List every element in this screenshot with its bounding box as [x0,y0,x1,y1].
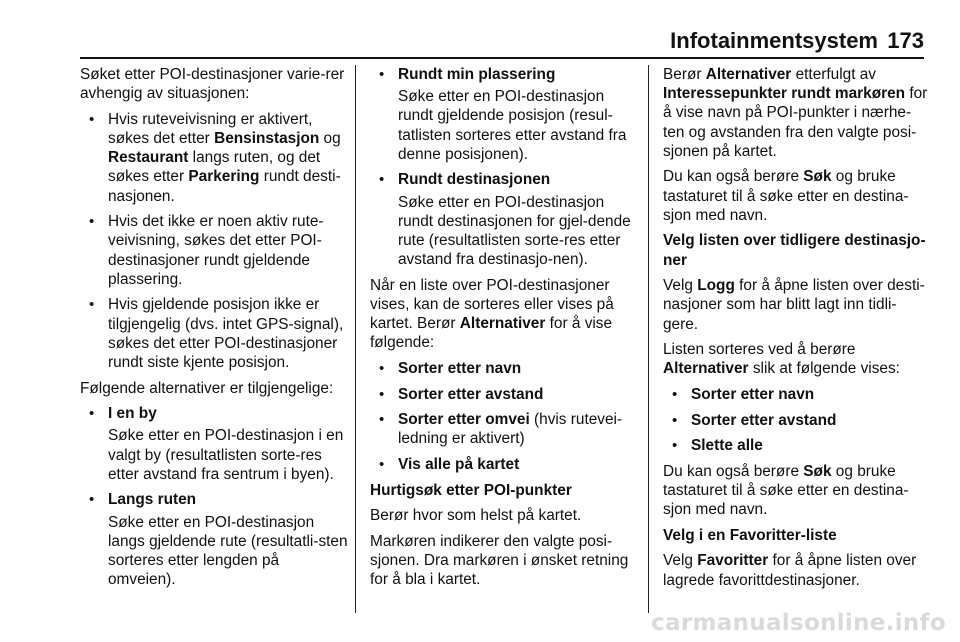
list-item [370,170,636,269]
list-item: • Sorter etter omvei (hvis rutevei-ledning er aktivert) [370,410,636,448]
option-description: Søke etter en POI-destinasjon langs gjeldende rute (resultatli-sten sorteres etter lengden på omveien). [108,513,348,589]
intro-paragraph: Søket etter POI-destinasjoner varie-rer avhengig av situasjonen: [80,66,345,103]
options-intro: Følgende alternativer er tilgjengelige: [80,379,334,397]
search-options-list-cont [370,65,636,269]
list-item [80,404,348,484]
watermark-logo: carmanualsonline.info [651,610,946,636]
paragraph: Listen sorteres ved å berøre Alternativer slik at følgende vises: [663,341,900,378]
column-2 [370,65,636,596]
running-header-title: Infotainmentsystem [670,28,878,53]
section-heading: Velg listen over tidligere destinasjo-ner [663,232,926,269]
paragraph: Velg Logg for å åpne listen over desti-nasjoner som har blitt lagt inn tidli-gere. [663,277,925,333]
option-title: Rundt min plassering [398,66,556,83]
column-divider-1 [355,65,356,613]
option-description: Søke etter en POI-destinasjon rundt destinasjonen for gjel-dende rute (resultatlisten sorte-res etter avstand fra destinasjo-nen). [398,193,631,269]
option-title: I en by [108,405,157,423]
paragraph: Du kan også berøre Søk og bruke tastaturet til å søke etter en destina-sjon med navn. [663,462,909,519]
paragraph: Du kan også berøre Søk og bruke tastaturet til å søke etter en destina-sjon med navn. [663,168,909,224]
paragraph: Markøren indikerer den valgte posi-sjonen. Dra markøren i ønsket retning for å bla i kartet. [370,532,629,589]
section-heading: Velg i en Favoritter-liste [663,526,837,544]
column-1 [80,65,348,596]
list-item: • Sorter etter avstand [663,411,929,430]
list-item: • Sorter etter avstand [370,385,636,404]
search-options-list [80,404,348,589]
search-conditions-list [80,110,348,372]
section-heading: Hurtigsøk etter POI-punkter [370,481,572,499]
list-item [370,65,636,164]
option-title: Langs ruten [108,491,197,509]
list-item: • Vis alle på kartet [370,455,636,474]
history-sort-list [663,385,929,455]
header-rule [80,57,924,59]
option-description: Søke etter en POI-destinasjon i en valgt by (resultatlisten sorte-res etter avstand fra sentrum i byen). [108,427,344,483]
paragraph: Berør hvor som helst på kartet. [370,507,582,525]
list-item: • Hvis ruteveivisning er aktivert, søkes det etter Bensinstasjon og Restaurant langs ruten, og det søkes etter Parkering rundt desti-nasjonen. [80,110,348,206]
paragraph: Berør Alternativer etterfulgt av Interessepunkter rundt markøren for å vise navn på POI-punkter i nærhe-ten og avstanden fra den valgte posi-sjonen på kartet. [663,66,928,160]
sort-intro: Når en liste over POI-destinasjoner vises, kan de sorteres eller vises på kartet. Berør Alternativer for å vise følgende: [370,276,614,352]
list-item: • Hvis det ikke er noen aktiv rute-veivisning, søkes det etter POI-destinasjoner rundt gjeldende plassering. [80,212,348,289]
list-item: • Slette alle [663,436,929,455]
column-3 [663,65,929,596]
list-item: • Sorter etter navn [663,385,929,404]
list-item: • Sorter etter navn [370,359,636,378]
sort-options-list [370,359,636,474]
paragraph: Velg Favoritter for å åpne listen over lagrede favorittdestinasjoner. [663,552,917,589]
page-number: 173 [887,28,924,53]
list-item: • Hvis gjeldende posisjon ikke er tilgjengelig (dvs. intet GPS-signal), søkes det etter POI-destinasjoner rundt siste kjente posisjon. [80,295,348,372]
list-item [80,490,348,589]
option-title: Rundt destinasjonen [398,171,551,189]
option-description: Søke etter en POI-destinasjon rundt gjeldende posisjon (resul-tatlisten sorteres etter avstand fra denne posisjonen). [398,88,627,163]
column-divider-2 [648,65,649,613]
